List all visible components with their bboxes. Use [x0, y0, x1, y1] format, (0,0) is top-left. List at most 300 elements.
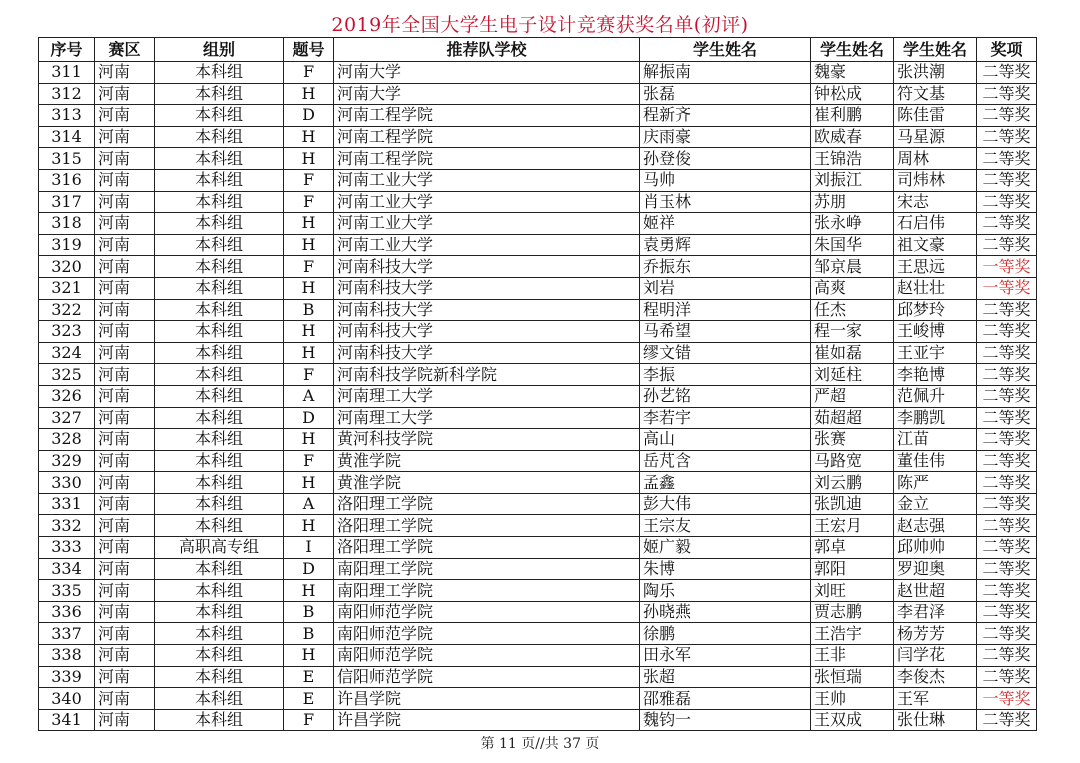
- cell-school: 黄淮学院: [334, 472, 640, 494]
- cell-group: 本科组: [155, 450, 284, 472]
- cell-school: 河南大学: [334, 62, 640, 84]
- cell-region: 河南: [95, 234, 155, 256]
- cell-region: 河南: [95, 429, 155, 451]
- cell-student-3: 石启伟: [894, 213, 977, 235]
- cell-group: 本科组: [155, 558, 284, 580]
- cell-award: 二等奖: [977, 709, 1037, 731]
- cell-student-1: 缪文错: [640, 342, 811, 364]
- cell-problem: F: [284, 62, 334, 84]
- cell-problem: B: [284, 623, 334, 645]
- cell-region: 河南: [95, 666, 155, 688]
- cell-no: 333: [39, 537, 95, 559]
- cell-award: 二等奖: [977, 148, 1037, 170]
- cell-student-1: 程明洋: [640, 299, 811, 321]
- cell-student-2: 欧威春: [811, 126, 894, 148]
- cell-student-1: 张磊: [640, 83, 811, 105]
- cell-region: 河南: [95, 213, 155, 235]
- cell-region: 河南: [95, 126, 155, 148]
- cell-problem: H: [284, 126, 334, 148]
- cell-region: 河南: [95, 537, 155, 559]
- cell-group: 本科组: [155, 105, 284, 127]
- table-row: [39, 83, 1037, 105]
- cell-region: 河南: [95, 558, 155, 580]
- cell-problem: H: [284, 234, 334, 256]
- cell-problem: I: [284, 537, 334, 559]
- cell-school: 南阳理工学院: [334, 580, 640, 602]
- cell-group: 本科组: [155, 709, 284, 731]
- cell-no: 324: [39, 342, 95, 364]
- cell-school: 南阳师范学院: [334, 623, 640, 645]
- cell-student-3: 陈佳雷: [894, 105, 977, 127]
- cell-no: 320: [39, 256, 95, 278]
- cell-student-3: 范佩升: [894, 385, 977, 407]
- cell-award: 一等奖: [977, 688, 1037, 710]
- table-row: [39, 537, 1037, 559]
- header-student-3: 学生姓名: [894, 38, 977, 62]
- cell-group: 本科组: [155, 601, 284, 623]
- cell-student-1: 李振: [640, 364, 811, 386]
- cell-no: 313: [39, 105, 95, 127]
- cell-student-2: 刘振江: [811, 169, 894, 191]
- cell-region: 河南: [95, 472, 155, 494]
- cell-problem: H: [284, 342, 334, 364]
- cell-student-2: 贾志鹏: [811, 601, 894, 623]
- cell-school: 南阳师范学院: [334, 645, 640, 667]
- cell-award: 二等奖: [977, 537, 1037, 559]
- cell-student-2: 张永峥: [811, 213, 894, 235]
- cell-student-2: 王双成: [811, 709, 894, 731]
- cell-student-1: 魏钧一: [640, 709, 811, 731]
- table-row: [39, 169, 1037, 191]
- cell-group: 本科组: [155, 429, 284, 451]
- cell-no: 335: [39, 580, 95, 602]
- cell-no: 321: [39, 277, 95, 299]
- cell-student-1: 孟鑫: [640, 472, 811, 494]
- cell-student-3: 张洪潮: [894, 62, 977, 84]
- cell-region: 河南: [95, 62, 155, 84]
- cell-student-1: 彭大伟: [640, 493, 811, 515]
- cell-award: 二等奖: [977, 105, 1037, 127]
- table-row: [39, 515, 1037, 537]
- cell-school: 许昌学院: [334, 709, 640, 731]
- cell-student-1: 程新齐: [640, 105, 811, 127]
- table-row: [39, 688, 1037, 710]
- cell-student-1: 孙登俊: [640, 148, 811, 170]
- cell-student-1: 张超: [640, 666, 811, 688]
- cell-student-2: 刘延柱: [811, 364, 894, 386]
- cell-student-3: 赵志强: [894, 515, 977, 537]
- table-row: [39, 666, 1037, 688]
- cell-no: 338: [39, 645, 95, 667]
- cell-award: 二等奖: [977, 601, 1037, 623]
- cell-student-3: 赵世超: [894, 580, 977, 602]
- header-school: 推荐队学校: [334, 38, 640, 62]
- cell-group: 本科组: [155, 364, 284, 386]
- cell-school: 河南工业大学: [334, 191, 640, 213]
- header-row: [39, 38, 1037, 62]
- cell-student-1: 岳芃含: [640, 450, 811, 472]
- table-row: [39, 277, 1037, 299]
- cell-group: 本科组: [155, 191, 284, 213]
- cell-region: 河南: [95, 83, 155, 105]
- cell-student-1: 高山: [640, 429, 811, 451]
- cell-student-3: 王思远: [894, 256, 977, 278]
- table-row: [39, 126, 1037, 148]
- cell-student-1: 解振南: [640, 62, 811, 84]
- cell-award: 二等奖: [977, 62, 1037, 84]
- cell-group: 本科组: [155, 493, 284, 515]
- cell-school: 河南工业大学: [334, 213, 640, 235]
- cell-region: 河南: [95, 299, 155, 321]
- cell-student-1: 孙晓燕: [640, 601, 811, 623]
- table-row: [39, 580, 1037, 602]
- cell-group: 本科组: [155, 666, 284, 688]
- cell-student-3: 陈严: [894, 472, 977, 494]
- cell-award: 一等奖: [977, 256, 1037, 278]
- cell-student-3: 邱梦玲: [894, 299, 977, 321]
- cell-school: 信阳师范学院: [334, 666, 640, 688]
- cell-award: 二等奖: [977, 213, 1037, 235]
- cell-school: 河南大学: [334, 83, 640, 105]
- cell-no: 327: [39, 407, 95, 429]
- cell-award: 二等奖: [977, 364, 1037, 386]
- cell-award: 二等奖: [977, 169, 1037, 191]
- cell-school: 许昌学院: [334, 688, 640, 710]
- table-row: [39, 429, 1037, 451]
- cell-student-2: 王浩宇: [811, 623, 894, 645]
- cell-student-3: 李君泽: [894, 601, 977, 623]
- cell-school: 河南科技学院新科学院: [334, 364, 640, 386]
- cell-student-3: 罗迎奥: [894, 558, 977, 580]
- cell-group: 高职高专组: [155, 537, 284, 559]
- cell-school: 南阳师范学院: [334, 601, 640, 623]
- cell-group: 本科组: [155, 623, 284, 645]
- table-row: [39, 234, 1037, 256]
- cell-student-2: 王宏月: [811, 515, 894, 537]
- cell-no: 340: [39, 688, 95, 710]
- cell-group: 本科组: [155, 342, 284, 364]
- header-region: 赛区: [95, 38, 155, 62]
- cell-student-1: 陶乐: [640, 580, 811, 602]
- cell-no: 316: [39, 169, 95, 191]
- cell-student-1: 马希望: [640, 321, 811, 343]
- cell-student-2: 王非: [811, 645, 894, 667]
- cell-student-2: 朱国华: [811, 234, 894, 256]
- cell-problem: H: [284, 321, 334, 343]
- cell-award: 二等奖: [977, 472, 1037, 494]
- cell-student-1: 徐鹏: [640, 623, 811, 645]
- table-row: [39, 342, 1037, 364]
- cell-region: 河南: [95, 580, 155, 602]
- cell-student-3: 王峻博: [894, 321, 977, 343]
- cell-student-2: 张凯迪: [811, 493, 894, 515]
- cell-school: 黄河科技学院: [334, 429, 640, 451]
- cell-student-3: 邱帅帅: [894, 537, 977, 559]
- cell-no: 329: [39, 450, 95, 472]
- cell-region: 河南: [95, 493, 155, 515]
- cell-school: 洛阳理工学院: [334, 537, 640, 559]
- cell-student-1: 孙艺铭: [640, 385, 811, 407]
- cell-student-1: 田永军: [640, 645, 811, 667]
- cell-group: 本科组: [155, 580, 284, 602]
- cell-group: 本科组: [155, 169, 284, 191]
- cell-problem: F: [284, 191, 334, 213]
- header-award: 奖项: [977, 38, 1037, 62]
- cell-problem: H: [284, 645, 334, 667]
- cell-award: 一等奖: [977, 277, 1037, 299]
- cell-award: 二等奖: [977, 83, 1037, 105]
- cell-region: 河南: [95, 407, 155, 429]
- cell-award: 二等奖: [977, 558, 1037, 580]
- cell-student-2: 王锦浩: [811, 148, 894, 170]
- cell-region: 河南: [95, 688, 155, 710]
- cell-student-3: 李鹏凯: [894, 407, 977, 429]
- table-row: [39, 472, 1037, 494]
- cell-problem: F: [284, 450, 334, 472]
- cell-student-2: 刘旺: [811, 580, 894, 602]
- table-row: [39, 623, 1037, 645]
- cell-problem: E: [284, 688, 334, 710]
- cell-student-2: 高爽: [811, 277, 894, 299]
- cell-no: 314: [39, 126, 95, 148]
- cell-student-3: 江苗: [894, 429, 977, 451]
- cell-region: 河南: [95, 364, 155, 386]
- cell-student-3: 赵壮壮: [894, 277, 977, 299]
- header-student-2: 学生姓名: [811, 38, 894, 62]
- cell-group: 本科组: [155, 645, 284, 667]
- cell-school: 河南工程学院: [334, 148, 640, 170]
- cell-problem: E: [284, 666, 334, 688]
- cell-region: 河南: [95, 623, 155, 645]
- cell-school: 南阳理工学院: [334, 558, 640, 580]
- cell-no: 334: [39, 558, 95, 580]
- cell-group: 本科组: [155, 256, 284, 278]
- cell-student-3: 杨芳芳: [894, 623, 977, 645]
- cell-no: 319: [39, 234, 95, 256]
- cell-award: 二等奖: [977, 342, 1037, 364]
- cell-award: 二等奖: [977, 515, 1037, 537]
- cell-student-2: 刘云鹏: [811, 472, 894, 494]
- cell-award: 二等奖: [977, 580, 1037, 602]
- cell-region: 河南: [95, 601, 155, 623]
- cell-student-3: 金立: [894, 493, 977, 515]
- cell-no: 318: [39, 213, 95, 235]
- cell-region: 河南: [95, 277, 155, 299]
- cell-student-2: 茹超超: [811, 407, 894, 429]
- cell-student-3: 符文基: [894, 83, 977, 105]
- cell-group: 本科组: [155, 213, 284, 235]
- cell-region: 河南: [95, 515, 155, 537]
- cell-region: 河南: [95, 709, 155, 731]
- cell-problem: H: [284, 213, 334, 235]
- cell-award: 二等奖: [977, 645, 1037, 667]
- cell-school: 洛阳理工学院: [334, 515, 640, 537]
- cell-problem: H: [284, 515, 334, 537]
- cell-student-2: 严超: [811, 385, 894, 407]
- header-student-1: 学生姓名: [640, 38, 811, 62]
- cell-problem: H: [284, 83, 334, 105]
- table-row: [39, 148, 1037, 170]
- cell-region: 河南: [95, 169, 155, 191]
- cell-award: 二等奖: [977, 666, 1037, 688]
- cell-region: 河南: [95, 105, 155, 127]
- header-no: 序号: [39, 38, 95, 62]
- cell-student-3: 周林: [894, 148, 977, 170]
- table-row: [39, 62, 1037, 84]
- cell-region: 河南: [95, 321, 155, 343]
- cell-award: 二等奖: [977, 407, 1037, 429]
- cell-student-3: 司炜林: [894, 169, 977, 191]
- cell-group: 本科组: [155, 234, 284, 256]
- cell-student-3: 李俊杰: [894, 666, 977, 688]
- cell-school: 洛阳理工学院: [334, 493, 640, 515]
- cell-no: 315: [39, 148, 95, 170]
- cell-group: 本科组: [155, 407, 284, 429]
- cell-no: 312: [39, 83, 95, 105]
- table-row: [39, 493, 1037, 515]
- cell-no: 332: [39, 515, 95, 537]
- cell-problem: A: [284, 493, 334, 515]
- cell-student-1: 袁勇辉: [640, 234, 811, 256]
- cell-school: 河南科技大学: [334, 277, 640, 299]
- cell-student-1: 肖玉林: [640, 191, 811, 213]
- cell-problem: F: [284, 364, 334, 386]
- cell-student-2: 钟松成: [811, 83, 894, 105]
- cell-no: 311: [39, 62, 95, 84]
- cell-group: 本科组: [155, 515, 284, 537]
- cell-problem: H: [284, 277, 334, 299]
- cell-award: 二等奖: [977, 191, 1037, 213]
- cell-award: 二等奖: [977, 450, 1037, 472]
- cell-student-3: 闫学花: [894, 645, 977, 667]
- cell-student-1: 乔振东: [640, 256, 811, 278]
- table-row: [39, 256, 1037, 278]
- cell-student-3: 王亚宇: [894, 342, 977, 364]
- cell-school: 河南工程学院: [334, 126, 640, 148]
- cell-group: 本科组: [155, 385, 284, 407]
- cell-student-3: 祖文豪: [894, 234, 977, 256]
- cell-problem: H: [284, 472, 334, 494]
- cell-student-2: 邹京晨: [811, 256, 894, 278]
- cell-award: 二等奖: [977, 385, 1037, 407]
- cell-group: 本科组: [155, 688, 284, 710]
- cell-problem: F: [284, 256, 334, 278]
- cell-no: 337: [39, 623, 95, 645]
- cell-student-2: 任杰: [811, 299, 894, 321]
- cell-student-3: 王军: [894, 688, 977, 710]
- table-row: [39, 364, 1037, 386]
- cell-no: 341: [39, 709, 95, 731]
- cell-school: 河南科技大学: [334, 299, 640, 321]
- cell-award: 二等奖: [977, 429, 1037, 451]
- cell-student-2: 程一家: [811, 321, 894, 343]
- cell-problem: F: [284, 709, 334, 731]
- cell-student-3: 张仕琳: [894, 709, 977, 731]
- cell-group: 本科组: [155, 277, 284, 299]
- table-row: [39, 407, 1037, 429]
- header-group: 组别: [155, 38, 284, 62]
- cell-student-2: 魏豪: [811, 62, 894, 84]
- cell-student-1: 王宗友: [640, 515, 811, 537]
- cell-group: 本科组: [155, 299, 284, 321]
- cell-region: 河南: [95, 450, 155, 472]
- cell-problem: D: [284, 407, 334, 429]
- cell-student-1: 李若宇: [640, 407, 811, 429]
- cell-student-1: 邵雅磊: [640, 688, 811, 710]
- cell-student-2: 崔如磊: [811, 342, 894, 364]
- table-row: [39, 321, 1037, 343]
- cell-region: 河南: [95, 256, 155, 278]
- cell-student-1: 庆雨豪: [640, 126, 811, 148]
- cell-problem: B: [284, 299, 334, 321]
- cell-student-2: 苏朋: [811, 191, 894, 213]
- cell-school: 河南理工大学: [334, 407, 640, 429]
- cell-student-3: 李艳博: [894, 364, 977, 386]
- cell-group: 本科组: [155, 62, 284, 84]
- cell-student-2: 马路宽: [811, 450, 894, 472]
- table-row: [39, 105, 1037, 127]
- table-row: [39, 601, 1037, 623]
- cell-no: 323: [39, 321, 95, 343]
- cell-student-1: 姬广毅: [640, 537, 811, 559]
- header-problem: 题号: [284, 38, 334, 62]
- cell-student-2: 崔利鹏: [811, 105, 894, 127]
- cell-school: 河南科技大学: [334, 256, 640, 278]
- cell-school: 河南工程学院: [334, 105, 640, 127]
- table-row: [39, 450, 1037, 472]
- cell-no: 317: [39, 191, 95, 213]
- cell-student-2: 张赛: [811, 429, 894, 451]
- cell-student-2: 郭阳: [811, 558, 894, 580]
- cell-school: 河南科技大学: [334, 342, 640, 364]
- cell-no: 339: [39, 666, 95, 688]
- cell-student-2: 王帅: [811, 688, 894, 710]
- cell-school: 河南工业大学: [334, 169, 640, 191]
- cell-problem: B: [284, 601, 334, 623]
- cell-no: 336: [39, 601, 95, 623]
- cell-problem: A: [284, 385, 334, 407]
- cell-group: 本科组: [155, 472, 284, 494]
- cell-region: 河南: [95, 645, 155, 667]
- cell-group: 本科组: [155, 126, 284, 148]
- cell-award: 二等奖: [977, 623, 1037, 645]
- cell-school: 河南科技大学: [334, 321, 640, 343]
- cell-region: 河南: [95, 191, 155, 213]
- awards-table: [38, 37, 1037, 731]
- cell-school: 河南理工大学: [334, 385, 640, 407]
- cell-problem: H: [284, 580, 334, 602]
- cell-student-1: 刘岩: [640, 277, 811, 299]
- page-footer: 第 11 页//共 37 页: [480, 736, 600, 752]
- table-row: [39, 213, 1037, 235]
- cell-student-3: 宋志: [894, 191, 977, 213]
- cell-region: 河南: [95, 385, 155, 407]
- cell-problem: H: [284, 148, 334, 170]
- cell-region: 河南: [95, 342, 155, 364]
- cell-student-3: 马星源: [894, 126, 977, 148]
- cell-student-2: 郭卓: [811, 537, 894, 559]
- cell-problem: H: [284, 429, 334, 451]
- cell-group: 本科组: [155, 83, 284, 105]
- table-row: [39, 645, 1037, 667]
- cell-school: 河南工业大学: [334, 234, 640, 256]
- cell-group: 本科组: [155, 148, 284, 170]
- cell-problem: D: [284, 558, 334, 580]
- cell-award: 二等奖: [977, 299, 1037, 321]
- table-row: [39, 385, 1037, 407]
- cell-no: 326: [39, 385, 95, 407]
- cell-group: 本科组: [155, 321, 284, 343]
